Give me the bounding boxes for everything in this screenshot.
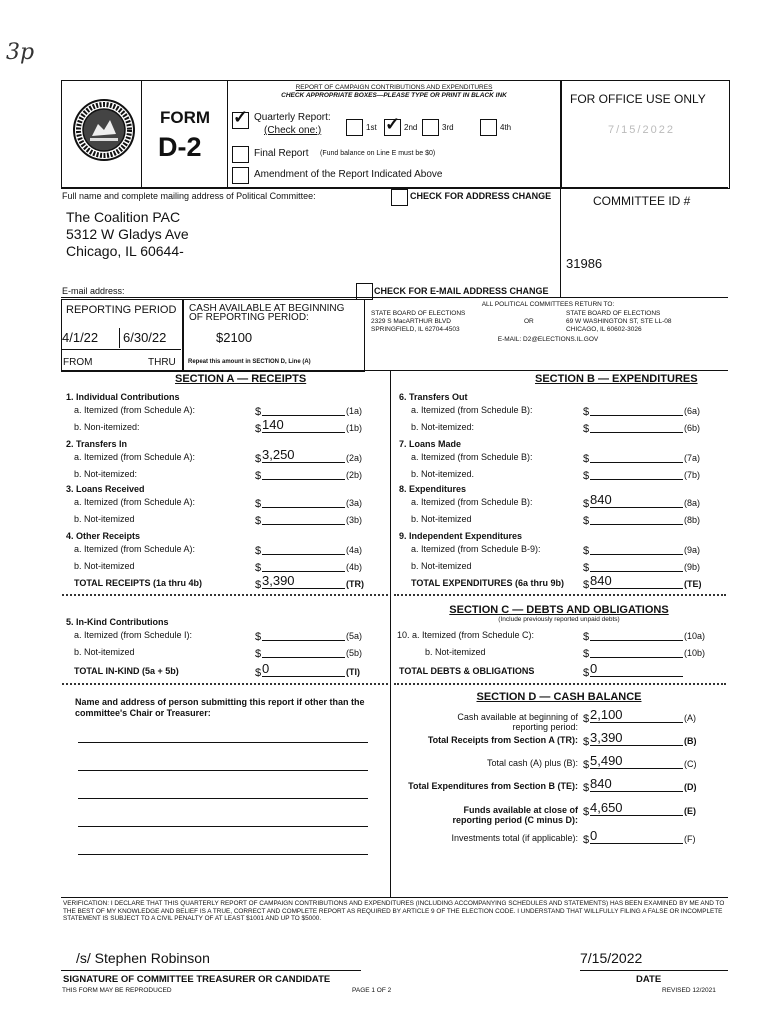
line-5b-label: b. Not-itemized bbox=[74, 647, 135, 657]
total-receipts-code: (TR) bbox=[346, 579, 364, 589]
center-divider bbox=[390, 370, 391, 897]
line-2b-code: (2b) bbox=[346, 470, 363, 480]
cash-f-label: Investments total (if applicable): bbox=[451, 833, 578, 843]
cash-c-code: (C) bbox=[684, 759, 697, 769]
cash-a-value: 2,100 bbox=[590, 707, 623, 722]
final-report-note: (Fund balance on Line E must be $0) bbox=[320, 150, 436, 157]
line-9b-field[interactable] bbox=[590, 557, 683, 572]
line-5b-code: (5b) bbox=[346, 648, 363, 658]
committee-id-label: COMMITTEE ID # bbox=[593, 194, 691, 208]
office-use-label: FOR OFFICE USE ONLY bbox=[570, 92, 706, 106]
return-right-3: CHICAGO, IL 60602-3026 bbox=[566, 326, 642, 333]
line-2a-label: a. Itemized (from Schedule A): bbox=[74, 452, 196, 462]
q3-label: 3rd bbox=[442, 123, 454, 132]
state-board-seal-icon bbox=[72, 98, 136, 167]
line-9a-field[interactable] bbox=[590, 540, 683, 555]
line-7a-field[interactable] bbox=[590, 448, 683, 463]
line-2b-field[interactable] bbox=[262, 465, 345, 480]
cash-d-label: Total Expenditures from Section B (TE): bbox=[408, 781, 578, 791]
return-right-2: 69 W WASHINGTON ST, STE LL-08 bbox=[566, 318, 672, 325]
line-3b-field[interactable] bbox=[262, 510, 345, 525]
line-9a-code: (9a) bbox=[684, 545, 701, 555]
group-5-label: 5. In-Kind Contributions bbox=[66, 617, 169, 627]
line-8b-field[interactable] bbox=[590, 510, 683, 525]
group-2-label: 2. Transfers In bbox=[66, 439, 128, 449]
line-3a-label: a. Itemized (from Schedule A): bbox=[74, 497, 196, 507]
line-6a-label: a. Itemized (from Schedule B): bbox=[411, 405, 533, 415]
group-4-label: 4. Other Receipts bbox=[66, 531, 141, 541]
line-1a-label: a. Itemized (from Schedule A): bbox=[74, 405, 196, 415]
line-9b-code: (9b) bbox=[684, 562, 701, 572]
email-label: E-mail address: bbox=[62, 286, 125, 296]
committee-city: Chicago, IL 60644- bbox=[66, 243, 184, 259]
form-label: FORM bbox=[160, 108, 211, 127]
verification-text: VERIFICATION: I DECLARE THAT THIS QUARTERLY REPORT OF CAMPAIGN CONTRIBUTIONS AND EXPENDITURES (INCLUDING ACCOMPANYING SCHEDULES AND STATEMENTS) HAS BEEN EXAMINED BY ME AND TO THE BEST OF MY KNOWLEDGE AND BELIEF IS A TRUE, CORRECT AND COMPLETE REPORT AS REQUIRED BY ARTICLE 9 OF THE ELECTION CODE. I UNDERSTAND THAT WILLFULLY FILING A FALSE OR INCOMPLETE STATEMENT IS SUBJECT TO A CIVIL PENALTY OF AT LEAST $1001 AND UP TO $5000. bbox=[63, 900, 725, 923]
line-3a-code: (3a) bbox=[346, 498, 363, 508]
cash-a-code: (A) bbox=[684, 713, 696, 723]
total-in-kind-field[interactable] bbox=[262, 662, 345, 677]
footer-right: REVISED 12/2021 bbox=[662, 987, 716, 994]
submitter-label: Name and address of person submitting this report if other than the committee's Chair or Treasurer: bbox=[75, 697, 365, 718]
total-debts-value: 0 bbox=[590, 661, 598, 676]
return-or: OR bbox=[524, 318, 534, 325]
from-label: FROM bbox=[63, 357, 93, 368]
section-c-subtitle: (Include previously reported unpaid debts) bbox=[498, 616, 620, 623]
total-in-kind-code: (TI) bbox=[346, 667, 360, 677]
cash-b-code: (B) bbox=[684, 736, 697, 746]
line-7b-field[interactable] bbox=[590, 465, 683, 480]
amendment-label: Amendment of the Report Indicated Above bbox=[254, 169, 443, 180]
quarterly-report-label: Quarterly Report: bbox=[254, 112, 331, 123]
return-title: ALL POLITICAL COMMITTEES RETURN TO: bbox=[481, 301, 615, 308]
cash-available-label: CASH AVAILABLE AT BEGINNING OF REPORTING PERIOD: bbox=[189, 303, 345, 323]
line-3b-label: b. Not-itemized bbox=[74, 514, 135, 524]
form-code: D-2 bbox=[158, 132, 202, 162]
q1-label: 1st bbox=[366, 123, 377, 132]
total-expenditures-value: 840 bbox=[590, 573, 612, 588]
line-5a-field[interactable] bbox=[262, 626, 345, 641]
address-change-checkbox[interactable] bbox=[391, 189, 408, 206]
check-one-label: (Check one:) bbox=[264, 125, 322, 136]
line-6b-code: (6b) bbox=[684, 423, 701, 433]
section-c-title: SECTION C — DEBTS AND OBLIGATIONS bbox=[449, 604, 669, 616]
period-from-value: 4/1/22 bbox=[62, 330, 99, 345]
line-2b-label: b. Not-itemized: bbox=[74, 469, 138, 479]
cash-e-value: 4,650 bbox=[590, 800, 623, 815]
thru-label: THRU bbox=[148, 357, 176, 368]
group-7-label: 7. Loans Made bbox=[399, 439, 462, 449]
line-10a-field[interactable] bbox=[590, 626, 683, 641]
line-1a-field[interactable] bbox=[262, 401, 345, 416]
section-b-title: SECTION B — EXPENDITURES bbox=[535, 373, 698, 385]
line-4a-label: a. Itemized (from Schedule A): bbox=[74, 544, 196, 554]
line-4b-label: b. Not-itemized bbox=[74, 561, 135, 571]
line-7b-code: (7b) bbox=[684, 470, 701, 480]
total-debts-label: TOTAL DEBTS & OBLIGATIONS bbox=[399, 666, 535, 676]
line-9b-label: b. Not-itemized bbox=[411, 561, 472, 571]
signature-name: /s/ Stephen Robinson bbox=[76, 950, 210, 966]
q4-checkbox[interactable] bbox=[480, 119, 497, 136]
reporting-period-label: REPORTING PERIOD bbox=[66, 304, 177, 316]
cash-e-label: Funds available at close of reporting period (C minus D): bbox=[452, 805, 578, 825]
line-8a-value: 840 bbox=[590, 492, 612, 507]
cash-a-label: Cash available at beginning of reporting period: bbox=[457, 712, 578, 732]
amendment-checkbox[interactable] bbox=[232, 167, 249, 184]
cash-d-code: (D) bbox=[684, 782, 697, 792]
footer-left: THIS FORM MAY BE REPRODUCED bbox=[62, 987, 172, 994]
line-2a-value: 3,250 bbox=[262, 447, 295, 462]
line-4a-field[interactable] bbox=[262, 540, 345, 555]
total-in-kind-label: TOTAL IN-KIND (5a + 5b) bbox=[74, 666, 179, 676]
line-7b-label: b. Not-itemized. bbox=[411, 469, 475, 479]
line-6a-code: (6a) bbox=[684, 406, 701, 416]
signature-date: 7/15/2022 bbox=[580, 950, 643, 966]
line-3b-code: (3b) bbox=[346, 515, 363, 525]
line-6a-field[interactable] bbox=[590, 401, 683, 416]
total-receipts-label: TOTAL RECEIPTS (1a thru 4b) bbox=[74, 578, 203, 588]
q3-checkbox[interactable] bbox=[422, 119, 439, 136]
office-use-stamp: 7/15/2022 bbox=[608, 124, 675, 136]
cash-c-label: Total cash (A) plus (B): bbox=[486, 758, 578, 768]
group-3-label: 3. Loans Received bbox=[66, 484, 145, 494]
cash-f-value: 0 bbox=[590, 828, 598, 843]
return-left-3: SPRINGFIELD, IL 62704-4503 bbox=[371, 326, 460, 333]
committee-name: The Coalition PAC bbox=[66, 209, 181, 225]
total-receipts-value: 3,390 bbox=[262, 573, 295, 588]
line-8b-label: b. Not-itemized bbox=[411, 514, 472, 524]
group-6-label: 6. Transfers Out bbox=[399, 392, 468, 402]
line-10b-code: (10b) bbox=[684, 648, 706, 658]
cash-d-value: 840 bbox=[590, 776, 612, 791]
line-5a-code: (5a) bbox=[346, 631, 363, 641]
group-9-label: 9. Independent Expenditures bbox=[399, 531, 523, 541]
final-report-label: Final Report bbox=[254, 148, 309, 159]
line-10a-label: 10. a. Itemized (from Schedule C): bbox=[397, 630, 535, 640]
group-1-label: 1. Individual Contributions bbox=[66, 392, 180, 402]
line-1b-value: 140 bbox=[262, 417, 284, 432]
q2-label: 2nd bbox=[404, 123, 418, 132]
email-change-label: CHECK FOR E-MAIL ADDRESS CHANGE bbox=[374, 286, 549, 296]
header-title: REPORT OF CAMPAIGN CONTRIBUTIONS AND EXPENDITURES bbox=[295, 84, 493, 91]
committee-street: 5312 W Gladys Ave bbox=[66, 226, 189, 242]
line-4b-field[interactable] bbox=[262, 557, 345, 572]
line-4a-code: (4a) bbox=[346, 545, 363, 555]
line-10b-label: b. Not-itemized bbox=[425, 647, 486, 657]
cash-f-code: (F) bbox=[684, 834, 696, 844]
handwritten-note: 3p bbox=[6, 40, 35, 65]
total-in-kind-value: 0 bbox=[262, 661, 270, 676]
date-label: DATE bbox=[636, 974, 662, 985]
line-9a-label: a. Itemized (from Schedule B-9): bbox=[411, 544, 541, 554]
q4-label: 4th bbox=[500, 123, 512, 132]
line-2a-code: (2a) bbox=[346, 453, 363, 463]
line-6b-field[interactable] bbox=[590, 418, 683, 433]
line-5a-label: a. Itemized (from Schedule I): bbox=[74, 630, 193, 640]
address-change-label: CHECK FOR ADDRESS CHANGE bbox=[410, 191, 552, 201]
cash-c-value: 5,490 bbox=[590, 753, 623, 768]
line-8a-code: (8a) bbox=[684, 498, 701, 508]
cash-e-code: (E) bbox=[684, 806, 696, 816]
header-subtitle: CHECK APPROPRIATE BOXES—PLEASE TYPE OR PRINT IN BLACK INK bbox=[281, 92, 507, 99]
line-3a-field[interactable] bbox=[262, 493, 345, 508]
total-expenditures-label: TOTAL EXPENDITURES (6a thru 9b) bbox=[411, 578, 565, 588]
q2-check-mark: ✓ bbox=[385, 114, 401, 134]
repeat-note: Repeat this amount in SECTION D, Line (A) bbox=[188, 359, 311, 365]
line-8b-code: (8b) bbox=[684, 515, 701, 525]
total-debts-field[interactable] bbox=[590, 662, 683, 677]
line-4b-code: (4b) bbox=[346, 562, 363, 572]
return-email: E-MAIL: D2@ELECTIONS.IL.GOV bbox=[497, 336, 599, 343]
total-expenditures-code: (TE) bbox=[684, 579, 702, 589]
footer-center: PAGE 1 OF 2 bbox=[352, 987, 392, 994]
committee-id-value: 31986 bbox=[566, 256, 603, 271]
line-10a-code: (10a) bbox=[684, 631, 706, 641]
group-8-label: 8. Expenditures bbox=[399, 484, 467, 494]
line-6b-label: b. Not-itemized: bbox=[411, 422, 475, 432]
return-left-1: STATE BOARD OF ELECTIONS bbox=[371, 310, 466, 317]
cash-f-field[interactable] bbox=[590, 829, 683, 844]
line-7a-label: a. Itemized (from Schedule B): bbox=[411, 452, 533, 462]
return-left-2: 2329 S MacARTHUR BLVD bbox=[371, 318, 451, 325]
line-8a-label: a. Itemized (from Schedule B): bbox=[411, 497, 533, 507]
cash-b-label: Total Receipts from Section A (TR): bbox=[427, 735, 578, 745]
section-d-title: SECTION D — CASH BALANCE bbox=[476, 691, 642, 703]
return-right-1: STATE BOARD OF ELECTIONS bbox=[566, 310, 661, 317]
final-report-checkbox[interactable] bbox=[232, 146, 249, 163]
line-1a-code: (1a) bbox=[346, 406, 363, 416]
period-thru-value: 6/30/22 bbox=[123, 330, 167, 345]
committee-name-label: Full name and complete mailing address of Political Committee: bbox=[62, 191, 316, 201]
q1-checkbox[interactable] bbox=[346, 119, 363, 136]
signature-label: SIGNATURE OF COMMITTEE TREASURER OR CANDIDATE bbox=[63, 974, 331, 985]
line-1b-code: (1b) bbox=[346, 423, 363, 433]
line-1b-label: b. Non-itemized: bbox=[74, 422, 140, 432]
cash-b-value: 3,390 bbox=[590, 730, 623, 745]
line-10b-field[interactable] bbox=[590, 643, 683, 658]
line-5b-field[interactable] bbox=[262, 643, 345, 658]
cash-available-value: $2100 bbox=[216, 330, 253, 345]
section-a-title: SECTION A — RECEIPTS bbox=[175, 373, 307, 385]
line-7a-code: (7a) bbox=[684, 453, 701, 463]
quarterly-check-mark: ✓ bbox=[233, 107, 249, 127]
